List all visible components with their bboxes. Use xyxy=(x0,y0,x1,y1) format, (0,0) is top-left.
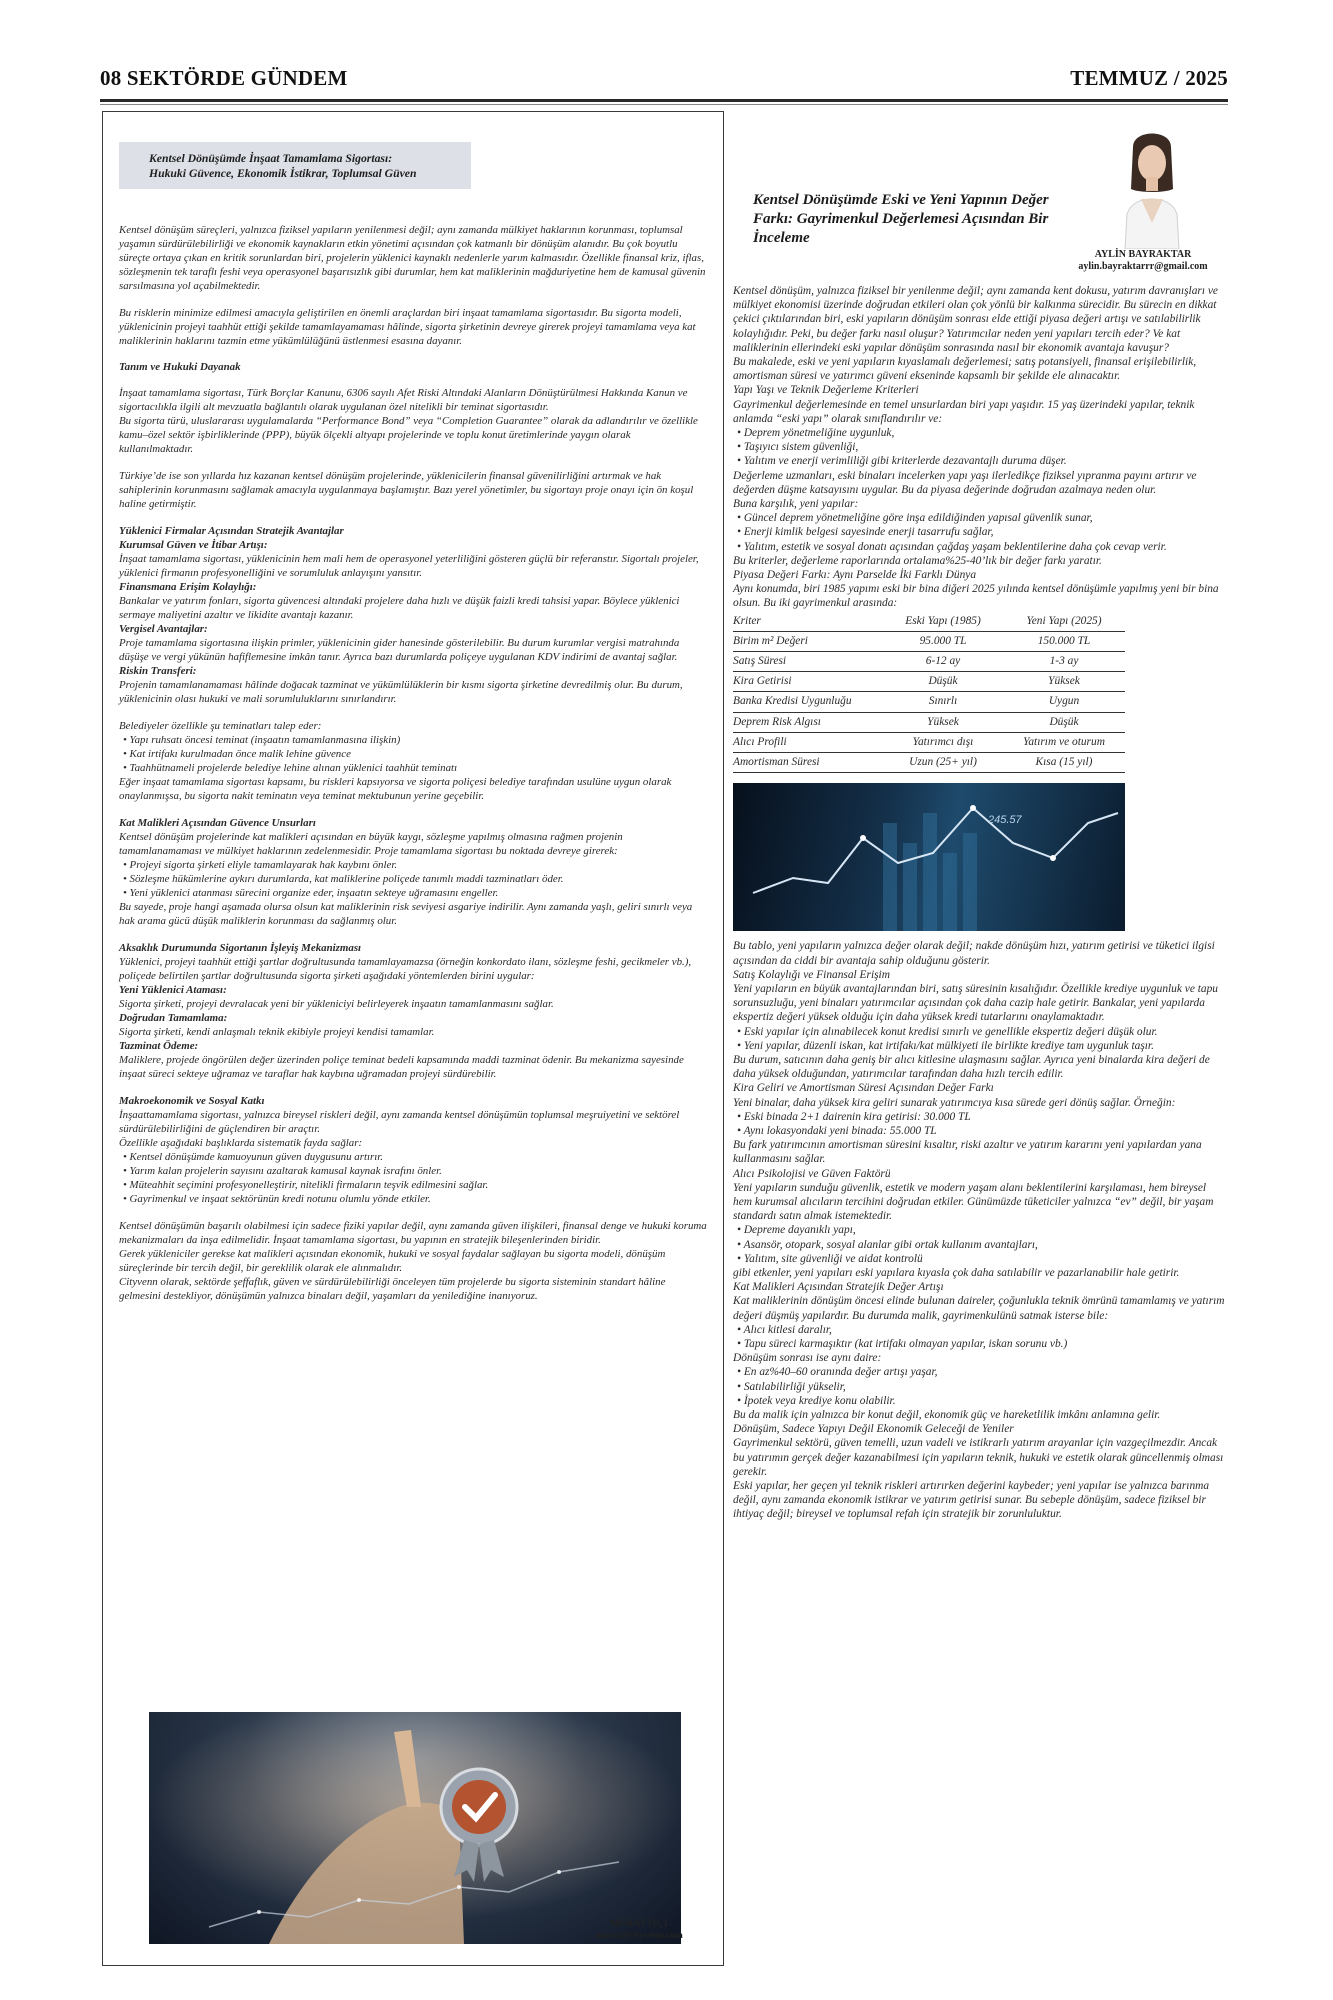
table-cell: Kısa (15 yıl) xyxy=(1003,753,1125,773)
list-item: • Taahhütnameli projelerde belediye lehine alınan yüklenici taahhüt teminatı xyxy=(123,762,458,774)
table-cell: 1-3 ay xyxy=(1003,652,1125,672)
paragraph: Proje tamamlama sigortasına ilişkin primler, yüklenicinin gider hanesinde gösterilebilir. Bu durum kurumlar vergisi matrahında düşüşe ve vergi yükünün hafiflemesine imkân tanır. Ayrıca bazı durumlarda poliçeye uygulanan KDV indirimi de avantaj sağlar. xyxy=(119,637,680,663)
list-item: • Taşıyıcı sistem güvenliği, xyxy=(737,441,859,454)
section-heading: Kira Geliri ve Amortisman Süresi Açısından Değer Farkı xyxy=(733,1082,994,1095)
market-chart-photo xyxy=(733,783,1125,931)
paragraph: Projenin tamamlanamaması hâlinde doğacak tazminat ve yükümlülüklerin bir kısmı sigorta şirketine devredilmiş olur. Bu durum, yüklenicinin olası hukuki ve mali sorumluluklarını sınırlandırır. xyxy=(119,679,683,705)
paragraph: İnşaat tamamlama sigortası, yüklenicinin hem mali hem de operasyonel yeterliliğini gösteren güçlü bir referanstır. Sigortalı projeler, yüklenici firmanın profesyonelliğini ve sorumluluk anlayışını yansıtır. xyxy=(119,553,699,579)
list-item: • Asansör, otopark, sosyal alanlar gibi ortak kullanım avantajları, xyxy=(737,1238,1038,1251)
table-cell: Alıcı Profili xyxy=(733,732,883,752)
section-heading: Makroekonomik ve Sosyal Katkı xyxy=(119,1095,265,1107)
table-cell: Satış Süresi xyxy=(733,652,883,672)
paragraph: Yeni yapıların sunduğu güvenlik, estetik ve modern yaşam alanı beklentilerini karşılaması, hem bireysel hem kurumsal alıcıların tercihini doğrudan etkiler. Günümüzde tüketiciler yalnızca “ev” değil, bir yaşam standardı satın almak istemektedir. xyxy=(733,1181,1214,1223)
paragraph: Gayrimenkul değerlemesinde en temel unsurlardan biri yapı yaşıdır. 15 yaş üzerindeki yapılar, teknik anlamda “eski yapı” olarak sınıflandırılır ve: xyxy=(733,398,1195,425)
paragraph: Maliklere, projede öngörülen değer üzerinden poliçe teminat bedeli kapsamında maddi tazminat ödenir. Bu mekanizma sayesinde inşaat süreci sekteye uğramaz ve taraflar hak kaybına uğramadan projeyi sürdürebilir. xyxy=(119,1054,684,1080)
paragraph: Yeni binalar, daha yüksek kira geliri sunarak yatırımcıya kısa sürede geri dönüş sağlar. Örneğin: xyxy=(733,1096,1176,1109)
paragraph: Bu tablo, yeni yapıların yalnızca değer olarak değil; nakde dönüşüm hızı, yatırım getirisi ve tüketici ilgisi açısından da ciddi bir avantaja sahip olduğunu gösterir. xyxy=(733,940,1215,967)
table-cell: Banka Kredisi Uygunluğu xyxy=(733,692,883,712)
right-article xyxy=(733,111,1228,1966)
paragraph: Türkiye’de ise son yıllarda hız kazanan kentsel dönüşüm projelerinde, yüklenicilerin finansal güvenilirliğini artırmak ve hak sahiplerinin korunmasını sağlamak amacıyla uygulanmaya başlamıştır. Bazı yerel yönetimler, bu sigortayı proje onayı için ön koşul haline getirmiştir. xyxy=(119,470,694,510)
paragraph: Bu kriterler, değerleme raporlarında ortalama%25-40’lık bir değer farkı yaratır. xyxy=(733,554,1102,567)
chart-overlay-number: 245.57 xyxy=(988,814,1022,827)
list-item: • Enerji kimlik belgesi sayesinde enerji tasarrufu sağlar, xyxy=(737,526,994,539)
list-item: • Sözleşme hükümlerine aykırı durumlarda, kat maliklerine poliçede tanımlı maddi tazminatları öder. xyxy=(123,873,564,885)
list-item: • Depreme dayanıklı yapı, xyxy=(737,1224,856,1237)
table-row xyxy=(733,753,1125,773)
section-heading: Alıcı Psikolojisi ve Güven Faktörü xyxy=(733,1167,891,1180)
right-article-title: Kentsel Dönüşümde Eski ve Yeni Yapının Değer Farkı: Gayrimenkul Değerlemesi Açısından Bir İnceleme xyxy=(753,192,1049,246)
sub-heading: Vergisel Avantajlar: xyxy=(119,623,208,635)
paragraph: Gayrimenkul sektörü, güven temelli, uzun vadeli ve istikrarlı yatırım arayanlar için vazgeçilmezdir. Ancak bu yatırımın gerçek değer kazanabilmesi için yapıların teknik, hukuki ve estetik olarak güncellenmiş olması gerekir. xyxy=(733,1437,1224,1478)
section-heading: Yapı Yaşı ve Teknik Değerleme Kriterleri xyxy=(733,384,919,397)
paragraph: Aynı konumda, biri 1985 yapımı eski bir bina diğeri 2025 yılında kentsel dönüşümle yapılmış yeni bir bina olsun. Bu iki gayrimenkul arasında: xyxy=(733,583,1219,610)
list-item: • Alıcı kitlesi daralır, xyxy=(737,1323,832,1336)
table-row xyxy=(733,712,1125,732)
list-item: • Yalıtım, site güvenliği ve aidat kontrolü xyxy=(737,1252,923,1265)
table-cell: Uygun xyxy=(1003,692,1125,712)
table-cell: Yatırımcı dışı xyxy=(883,732,1003,752)
issue-date: TEMMUZ / 2025 xyxy=(1070,66,1228,90)
list-item: • Eski binada 2+1 dairenin kira getirisi: 30.000 TL xyxy=(737,1110,971,1123)
table-header-cell: Yeni Yapı (2025) xyxy=(1003,612,1125,632)
list-item: • Müteahhit seçimini profesyonelleştirir, nitelikli firmaların teşvik edilmesini sağlar. xyxy=(123,1179,489,1191)
sub-heading: Finansmana Erişim Kolaylığı: xyxy=(119,581,257,593)
list-item: • Projeyi sigorta şirketi eliyle tamamlayarak hak kaybını önler. xyxy=(123,859,398,871)
header-rule-thin xyxy=(100,104,1228,105)
insurance-certificate-photo xyxy=(149,1712,681,1944)
paragraph: Bu risklerin minimize edilmesi amacıyla geliştirilen en önemli araçlardan biri inşaat tamamlama sigortasıdır. Bu sigorta modeli, yüklenicinin projeyi taahhüt ettiği şekilde tamamlayamaması hâlinde, sigorta şirketinin devreye girerek projeyi tamamlama veya kat maliklerinin haklarını tazmin etme yükümlülüğünü üstlenmesi esasına dayanır. xyxy=(119,307,696,347)
section-title: 08 SEKTÖRDE GÜNDEM xyxy=(100,66,348,90)
paragraph: Gerek yükleniciler gerekse kat malikleri açısından ekonomik, hukuki ve sosyal faydalar sağlayan bu sigorta modeli, dönüşüm süreçlerinde bir tercih değil, bir gereklilik olarak ele alınmalıdır. xyxy=(119,1248,666,1274)
table-cell: Yatırım ve oturum xyxy=(1003,732,1125,752)
table-cell: Düşük xyxy=(1003,712,1125,732)
list-item: • Tapu süreci karmaşıktır (kat irtifakı olmayan yapılar, iskan sorunu vb.) xyxy=(737,1337,1068,1350)
author-portrait xyxy=(1095,119,1209,249)
paragraph: Bu makalede, eski ve yeni yapıların kıyaslamalı değerlemesi; satış potansiyeli, finansal erişilebilirlik, amortisman süresi ve yatırımcı güveni ekseninde kapsamlı bir şekilde ele alınacaktır. xyxy=(733,356,1197,383)
paragraph: Değerleme uzmanları, eski binaları incelerken yapı yaşı ilerledikçe fiziksel yıpranma payını artırır ve değerden düşme katsayısını uygular. Bu da piyasa değerinde doğrudan azalmaya neden olur. xyxy=(733,469,1197,496)
stock-graph-illustration xyxy=(733,783,1125,931)
table-cell: 150.000 TL xyxy=(1003,631,1125,651)
sub-heading: Kurumsal Güven ve İtibar Artışı: xyxy=(119,539,268,551)
section-heading: Piyasa Değeri Farkı: Aynı Parselde İki Farklı Dünya xyxy=(733,569,977,582)
table-row xyxy=(733,692,1125,712)
paragraph: Bu fark yatırımcının amortisman süresini kısaltır, riski azaltır ve yatırım kararını yeni yapılardan yana kullanmasını sağlar. xyxy=(733,1139,1202,1166)
paragraph: Kentsel dönüşüm süreçleri, yalnızca fiziksel yapıların yenilenmesi değil; aynı zamanda mülkiyet haklarının korunması, toplumsal yaşamın sürdürülebilirliği ve ekonomik kaynakların etkin yönetimi açısından çok katmanlı bir dönüşüm alanıdır. Bu çok boyutlu süreçte ortaya çıkan en kritik sorunlardan biri, projelerin yüklenici kaynaklı nedenlerle yarım kalmasıdır. Özellikle finansal kriz, iflas, sözleşmenin tek taraflı feshi veya operasyonel başarısızlık gibi durumlar, hem kat maliklerinin mağduriyetine hem de kamusal güvenin sarsılmasına yol açabilmektedir. xyxy=(119,224,706,292)
paragraph: Sigorta şirketi, kendi anlaşmalı teknik ekibiyle projeyi kendisi tamamlar. xyxy=(119,1026,435,1038)
section-heading: Kat Malikleri Açısından Güvence Unsurları xyxy=(119,817,316,829)
table-row xyxy=(733,732,1125,752)
list-item: • Deprem yönetmeliğine uygunluk, xyxy=(737,427,895,440)
paragraph: Buna karşılık, yeni yapılar: xyxy=(733,498,859,511)
table-cell: Yüksek xyxy=(883,712,1003,732)
paragraph: gibi etkenler, yeni yapıları eski yapılara kıyasla çok daha satılabilir ve pazarlanabilir hale getirir. xyxy=(733,1266,1180,1279)
paragraph: Kentsel dönüşümün başarılı olabilmesi için sadece fiziki yapılar değil, aynı zamanda güven ilişkileri, finansal denge ve hukuki koruma mekanizmaları da inşa edilmelidir. İnşaat tamamlama sigortası, bu yapının en stratejik bileşenlerinden biridir. xyxy=(119,1220,707,1246)
list-item: • Yalıtım ve enerji verimliliği gibi kriterlerde dezavantajlı duruma düşer. xyxy=(737,455,1067,468)
table-cell: Birim m² Değeri xyxy=(733,631,883,651)
author-email: aylin.bayraktarrr@gmail.com xyxy=(1078,261,1208,272)
value-comparison-table xyxy=(733,612,1125,774)
left-article-byline xyxy=(569,1918,709,1942)
paragraph: İnşaattamamlama sigortası, yalnızca bireysel riskleri değil, aynı zamanda kentsel dönüşümün toplumsal meşruiyetini ve sektörel sürdürülebilirliğini de güçlendiren bir araçtır. xyxy=(119,1109,680,1135)
paragraph: Sigorta şirketi, projeyi devralacak yeni bir yükleniciyi belirleyerek inşaatın tamamlanmasını sağlar. xyxy=(119,998,554,1010)
paragraph: Kentsel dönüşüm projelerinde kat malikleri açısından en büyük kaygı, sözleşme yapılmış olmasına rağmen projenin tamamlanamaması ve mülkiyet haklarının zedelenmesidir. Proje tamamlama sigortası bu noktada devreye girerek: xyxy=(119,831,623,857)
paragraph: Kat maliklerinin dönüşüm öncesi elinde bulunan daireler, çoğunlukla teknik ömrünü tamamlamış ve yatırım değeri düşmüş yapılardır. Bu durumda malik, gayrimenkulünü satmak isterse bile: xyxy=(733,1295,1225,1322)
table-cell: Yüksek xyxy=(1003,672,1125,692)
list-item: • Yapı ruhsatı öncesi teminat (inşaatın tamamlanmasına ilişkin) xyxy=(123,734,401,746)
page-header xyxy=(100,66,1228,100)
sub-heading: Doğrudan Tamamlama: xyxy=(119,1012,228,1024)
sub-heading: Tazminat Ödeme: xyxy=(119,1040,199,1052)
list-item: • Kat irtifakı kurulmadan önce malik lehine güvence xyxy=(123,748,351,760)
list-item: • Aynı lokasyondaki yeni binada: 55.000 TL xyxy=(737,1124,937,1137)
table-header-row xyxy=(733,612,1125,632)
table-row xyxy=(733,672,1125,692)
table-cell: 95.000 TL xyxy=(883,631,1003,651)
paragraph: Belediyeler özellikle şu teminatları talep eder: xyxy=(119,720,322,732)
paragraph: Özellikle aşağıdaki başlıklarda sistematik fayda sağlar: xyxy=(119,1137,363,1149)
table-cell: 6-12 ay xyxy=(883,652,1003,672)
table-cell: Uzun (25+ yıl) xyxy=(883,753,1003,773)
table-cell: Kira Getirisi xyxy=(733,672,883,692)
list-item: • Yeni yapılar, düzenli iskan, kat irtifakı/kat mülkiyeti ile birlikte krediye tam uygunluk taşır. xyxy=(737,1039,1154,1052)
list-item: • Yarım kalan projelerin sayısını azaltarak kamusal kaynak israfını önler. xyxy=(123,1165,442,1177)
list-item: • Yalıtım, estetik ve sosyal donatı açısından çağdaş yaşam beklentilerine daha çok cevap verir. xyxy=(737,540,1167,553)
certificate-badge-illustration xyxy=(149,1712,681,1944)
table-cell: Düşük xyxy=(883,672,1003,692)
list-item: • İpotek veya krediye konu olabilir. xyxy=(737,1394,896,1407)
sub-heading: Yeni Yüklenici Ataması: xyxy=(119,984,227,996)
left-article xyxy=(102,111,724,1966)
section-heading: Tanım ve Hukuki Dayanak xyxy=(119,361,241,373)
paragraph: Yeni yapıların en büyük avantajlarından biri, satış süresinin kısalığıdır. Özellikle krediye uygunluk ve tapu sorunsuzluğu, yeni binaları yatırımcılar açısından çok daha cazip hale getirir. Bankalar, yeni yapılarda ekspertiz değeri yüksek olduğu için daha yüksek kredi tutarlarını onaylamaktadır. xyxy=(733,982,1218,1024)
paragraph: Eğer inşaat tamamlama sigortası kapsamı, bu riskleri kapsıyorsa ve sigorta poliçesi belediye tarafından usulüne uygun olarak onaylanmışsa, bu sigorta nakit teminatın veya teminat mektubunun yerine geçebilir. xyxy=(119,776,672,802)
paragraph: Bu sigorta türü, uluslararası uygulamalarda “Performance Bond” veya “Completion Guarantee” olarak da adlandırılır ve özellikle kamu–özel sektör işbirliklerinde (PPP), büyük ölçekli altyapı projelerinde ve toplu konut üretimlerinde yaygın olarak kullanılmaktadır. xyxy=(119,415,698,455)
author-name: AYLİN BAYRAKTAR xyxy=(1094,249,1192,260)
sub-heading: Riskin Transferi: xyxy=(119,665,197,677)
table-cell: Deprem Risk Algısı xyxy=(733,712,883,732)
paragraph: Yüklenici, projeyi taahhüt ettiği şartlar doğrultusunda tamamlayamazsa (örneğin konkordato ilanı, sözleşme feshi, gecikmeler vb.), poliçede belirtilen şartlar doğrultusunda sigorta şirketi aşağıdaki yöntemlerden birini uygular: xyxy=(119,956,692,982)
paragraph: Eski yapılar, her geçen yıl teknik riskleri artırırken değerini kaybeder; yeni yapılar ise yalnızca barınma değil, aynı zamanda ekonomik istikrar ve yatırım getirisi sunar. Bu sebeple dönüşüm, sadece fiziksel bir ihtiyaç değil; bireysel ve toplumsal refah için stratejik bir zorunluluktur. xyxy=(733,1480,1210,1521)
table-header-cell: Eski Yapı (1985) xyxy=(883,612,1003,632)
list-item: • Satılabilirliği yükselir, xyxy=(737,1380,846,1393)
list-item: • En az%40–60 oranında değer artışı yaşar, xyxy=(737,1366,938,1379)
list-item: • Gayrimenkul ve inşaat sektörünün kredi notunu olumlu yönde etkiler. xyxy=(123,1193,431,1205)
table-header-cell: Kriter xyxy=(733,612,883,632)
paragraph: Bu durum, satıcının daha geniş bir alıcı kitlesine ulaşmasını sağlar. Ayrıca yeni binalarda kira değeri de daha yüksek olduğundan, yatırımcılar tarafından daha hızlı tercih edilir. xyxy=(733,1053,1210,1081)
table-cell: Sınırlı xyxy=(883,692,1003,712)
paragraph: Cityvenn olarak, sektörde şeffaflık, güven ve sürdürülebilirliği önceleyen tüm projelerde bu sigorta sisteminin standart hâline gelmesini destekliyor, dönüşümün yalnızca binaları değil, yaşamları da yenilediğine inanıyoruz. xyxy=(119,1276,666,1302)
table-row xyxy=(733,652,1125,672)
list-item: • Yeni yüklenici atanması sürecini organize eder, inşaatın sekteye uğramasını engeller. xyxy=(123,887,499,899)
section-heading: Satış Kolaylığı ve Finansal Erişim xyxy=(733,968,890,981)
list-item: • Eski yapılar için alınabilecek konut kredisi sınırlı ve genellikle ekspertiz değeri düşük olur. xyxy=(737,1025,1158,1038)
section-heading: Aksaklık Durumunda Sigortanın İşleyiş Mekanizması xyxy=(119,942,362,954)
author-name: MURAT IŞÇI xyxy=(610,1919,668,1929)
paragraph: Kentsel dönüşüm, yalnızca fiziksel bir yenilenme değil; aynı zamanda kent dokusu, yatırım davranışları ve mülkiyet ekonomisi üzerinde doğrudan etkileri olan çok yönlü bir kalkınma sürecidir. Bu sürecin en dikkat çekici çıktılarından biri, eski yapıların dönüşüm sonrası elde ettiği piyasa değeri artışı ve satılabilirlik kolaylığıdır. Peki, bu değer farkı nasıl oluşur? Yatırımcılar neden yeni yapıları tercih eder? Ve kat maliklerinin ellerindeki eski yapılar dönüşüm sonrasında nasıl bir ekonomik avantaja kavuşur? xyxy=(733,285,1218,354)
header-rule xyxy=(100,99,1228,102)
section-heading: Dönüşüm, Sadece Yapıyı Değil Ekonomik Geleceği de Yeniler xyxy=(733,1423,1014,1436)
title-line: Kentsel Dönüşümde İnşaat Tamamlama Sigortası: xyxy=(149,152,393,165)
paragraph: Bu da malik için yalnızca bir konut değil, ekonomik güç ve hareketlilik imkânı anlamına gelir. xyxy=(733,1409,1161,1421)
table-cell: Amortisman Süresi xyxy=(733,753,883,773)
list-item: • Güncel deprem yönetmeliğine göre inşa edildiğinden yapısal güvenlik sunar, xyxy=(737,512,1093,525)
table-row xyxy=(733,631,1125,651)
author-photo-illustration xyxy=(1095,119,1209,249)
left-article-title xyxy=(119,142,471,189)
author-email: murat@cityvenn.com xyxy=(595,1931,683,1941)
section-heading: Yüklenici Firmalar Açısından Stratejik Avantajlar xyxy=(119,525,344,537)
paragraph: İnşaat tamamlama sigortası, Türk Borçlar Kanunu, 6306 sayılı Afet Riski Altındaki Alanların Dönüştürülmesi Hakkında Kanun ve sigortacılıkla ilgili alt mevzuatla bağlantılı olarak uygulanan özel nitelikli bir teminat sigortasıdır. xyxy=(119,387,688,413)
list-item: • Kentsel dönüşümde kamuoyunun güven duygusunu artırır. xyxy=(123,1151,384,1163)
title-line: Hukuki Güvence, Ekonomik İstikrar, Toplumsal Güven xyxy=(149,167,417,180)
paragraph: Bu sayede, proje hangi aşamada olursa olsun kat maliklerinin risk seviyesi asgariye indirilir. Aynı zamanda yaşlı, geliri sınırlı veya hak arama gücü düşük maliklerin korunması da sağlanmış olur. xyxy=(119,901,693,927)
left-article-body xyxy=(119,142,707,1303)
section-heading: Kat Malikleri Açısından Stratejik Değer Artışı xyxy=(733,1281,944,1294)
paragraph: Bankalar ve yatırım fonları, sigorta güvencesi altındaki projelere daha hızlı ve düşük faizli kredi tahsisi yapar. Böylece yüklenici sermaye maliyetini azaltır ve likidite avantajı kazanır. xyxy=(119,595,680,621)
paragraph: Dönüşüm sonrası ise aynı daire: xyxy=(733,1352,882,1365)
right-article-byline xyxy=(1053,249,1233,273)
right-article-body xyxy=(733,284,1225,1522)
